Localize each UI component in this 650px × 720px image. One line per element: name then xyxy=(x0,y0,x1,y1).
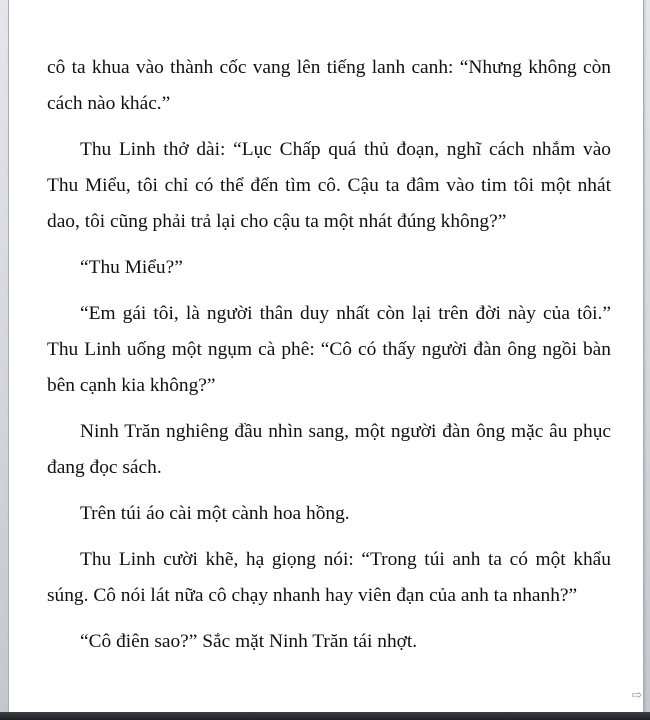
page-text xyxy=(47,50,611,670)
paragraph-8: “Cô điên sao?” Sắc mặt Ninh Trăn tái nhợt. xyxy=(80,631,418,652)
document-page xyxy=(8,0,644,712)
paragraph-1: cô ta khua vào thành cốc vang lên tiếng lanh canh: “Nhưng không còn cách nào khác.” xyxy=(47,57,611,114)
paragraph-4: “Em gái tôi, là người thân duy nhất còn lại trên đời này của tôi.” Thu Linh uống một ngụm cà phê: “Cô có thấy người đàn ông ngồi bàn bên cạnh kia không?” xyxy=(47,303,611,396)
paragraph-5: Ninh Trăn nghiêng đầu nhìn sang, một người đàn ông mặc âu phục đang đọc sách. xyxy=(47,421,611,478)
paragraph-2: Thu Linh thở dài: “Lục Chấp quá thủ đoạn, nghĩ cách nhắm vào Thu Miểu, tôi chỉ có thể đến tìm cô. Cậu ta đâm vào tim tôi một nhát dao, tôi cũng phải trả lại cho cậu ta một nhát đúng không?” xyxy=(47,139,611,232)
paragraph-7: Thu Linh cười khẽ, hạ giọng nói: “Trong túi anh ta có một khẩu súng. Cô nói lát nữa cô chạy nhanh hay viên đạn của anh ta nhanh?” xyxy=(47,549,611,606)
paragraph-3: “Thu Miểu?” xyxy=(80,257,183,278)
paragraph-6: Trên túi áo cài một cành hoa hồng. xyxy=(80,503,350,524)
window-bottom-edge xyxy=(0,712,650,720)
arrow-right-icon[interactable]: ⇨ xyxy=(631,688,643,703)
